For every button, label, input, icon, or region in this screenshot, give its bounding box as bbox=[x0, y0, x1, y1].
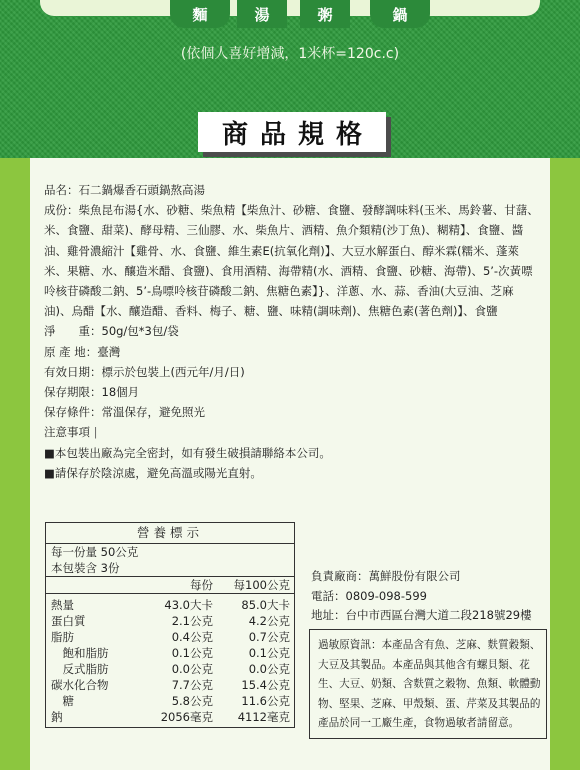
spec-expiry: 有效日期：標示於包裝上(西元年/月/日) bbox=[44, 364, 245, 379]
nutrition-title: 營養標示 bbox=[46, 523, 294, 544]
table-row: 碳水化合物 7.7公克 15.4公克 bbox=[51, 678, 290, 692]
manufacturer-info bbox=[311, 567, 532, 626]
section-heading-text: 商品規格 bbox=[221, 119, 374, 150]
nutrition-body bbox=[46, 594, 294, 727]
table-row: 脂肪 0.4公克 0.7公克 bbox=[51, 630, 290, 644]
table-row: 鈉 2056毫克 4112毫克 bbox=[51, 710, 290, 724]
spec-ingredients: 成份：柴魚昆布湯{水、砂糖、柴魚精【柴魚汁、砂糖、食鹽、發酵調味料(玉米、馬鈴薯、甘藷、米、食鹽、甜菜)、酵母精、三仙膠、水、柴魚片、酒精、魚介類精(沙丁魚)、糊精】、食鹽、醬油、雞骨濃縮汁【雞骨、水、食鹽、維生素E(抗氧化劑)】、大豆水解蛋白、醇米霖(糯米、蓬萊米、果糖、水、釀造米醋、食鹽)、食用酒精、海帶精(水、酒精、食鹽、砂糖、海帶)、5’-次黃嘌呤核苷磷酸二鈉、5’-鳥嘌呤核苷磷酸二鈉、焦糖色素】}、洋蔥、水、蒜、香油(大豆油、芝麻油)、烏醋【水、釀造醋、香料、梅子、糖、鹽、味精(調味劑)、焦糖色素(著色劑)】、食鹽 bbox=[44, 203, 539, 319]
spec-net-weight: 淨 重：50g/包*3包/袋 bbox=[44, 324, 179, 339]
spec-notice-2: ■請保存於陰涼處，避免高溫或陽光直射。 bbox=[44, 465, 262, 480]
table-row: 糖 5.8公克 11.6公克 bbox=[51, 694, 290, 708]
nutrition-table bbox=[45, 522, 295, 728]
tag-porridge: 粥 bbox=[300, 0, 350, 28]
tag-soup: 湯 bbox=[237, 0, 287, 28]
spec-notice-title: 注意事項 | bbox=[44, 425, 98, 440]
top-band bbox=[40, 0, 540, 16]
spec-list bbox=[44, 180, 540, 483]
usage-note: (依個人喜好增減，1米杯=120c.c) bbox=[180, 46, 400, 62]
table-row: 蛋白質 2.1公克 4.2公克 bbox=[51, 614, 290, 628]
spec-name: 品名：石二鍋爆香石頭鍋熬高湯 bbox=[44, 183, 205, 197]
spec-shelf-life: 保存期限：18個月 bbox=[44, 385, 140, 400]
tag-pot: 鍋 bbox=[370, 0, 430, 28]
table-row: 反式脂肪 0.0公克 0.0公克 bbox=[51, 662, 290, 676]
allergen-box: 過敏原資訊：本產品含有魚、芝麻、麩質穀類、大豆及其製品。本產品與其他含有螺貝類、花生、大豆、奶類、含麩質之穀物、魚類、軟體動物、堅果、芝麻、甲殼類、蛋、芹菜及其製品的產品於同一工廠生產，食物過敏者請留意。 bbox=[309, 629, 547, 739]
col-per-100g: 每100公克 bbox=[233, 578, 290, 592]
spec-origin: 原 產 地：臺灣 bbox=[44, 344, 121, 359]
nutrition-header bbox=[46, 576, 294, 594]
tag-noodle: 麵 bbox=[170, 0, 230, 28]
manufacturer-company: 負責廠商：萬鮮股份有限公司 bbox=[311, 569, 461, 583]
manufacturer-phone: 電話：0809-098-599 bbox=[311, 588, 427, 603]
spec-card bbox=[30, 158, 550, 770]
table-row: 飽和脂肪 0.1公克 0.1公克 bbox=[51, 646, 290, 660]
manufacturer-address: 地址：台中市西區台灣大道二段218號29樓 bbox=[311, 608, 532, 622]
section-heading bbox=[198, 112, 386, 152]
nutrition-serving: 每一份量 50公克 bbox=[51, 545, 139, 559]
spec-notice-1: ■本包裝出廠為完全密封，如有發生破損請聯絡本公司。 bbox=[44, 445, 331, 460]
table-row: 熱量 43.0大卡 85.0大卡 bbox=[51, 598, 290, 612]
spec-storage: 保存條件：常溫保存，避免照光 bbox=[44, 405, 205, 420]
col-per-serving: 每份 bbox=[190, 578, 213, 592]
nutrition-servings: 本包裝含 3份 bbox=[51, 561, 120, 575]
